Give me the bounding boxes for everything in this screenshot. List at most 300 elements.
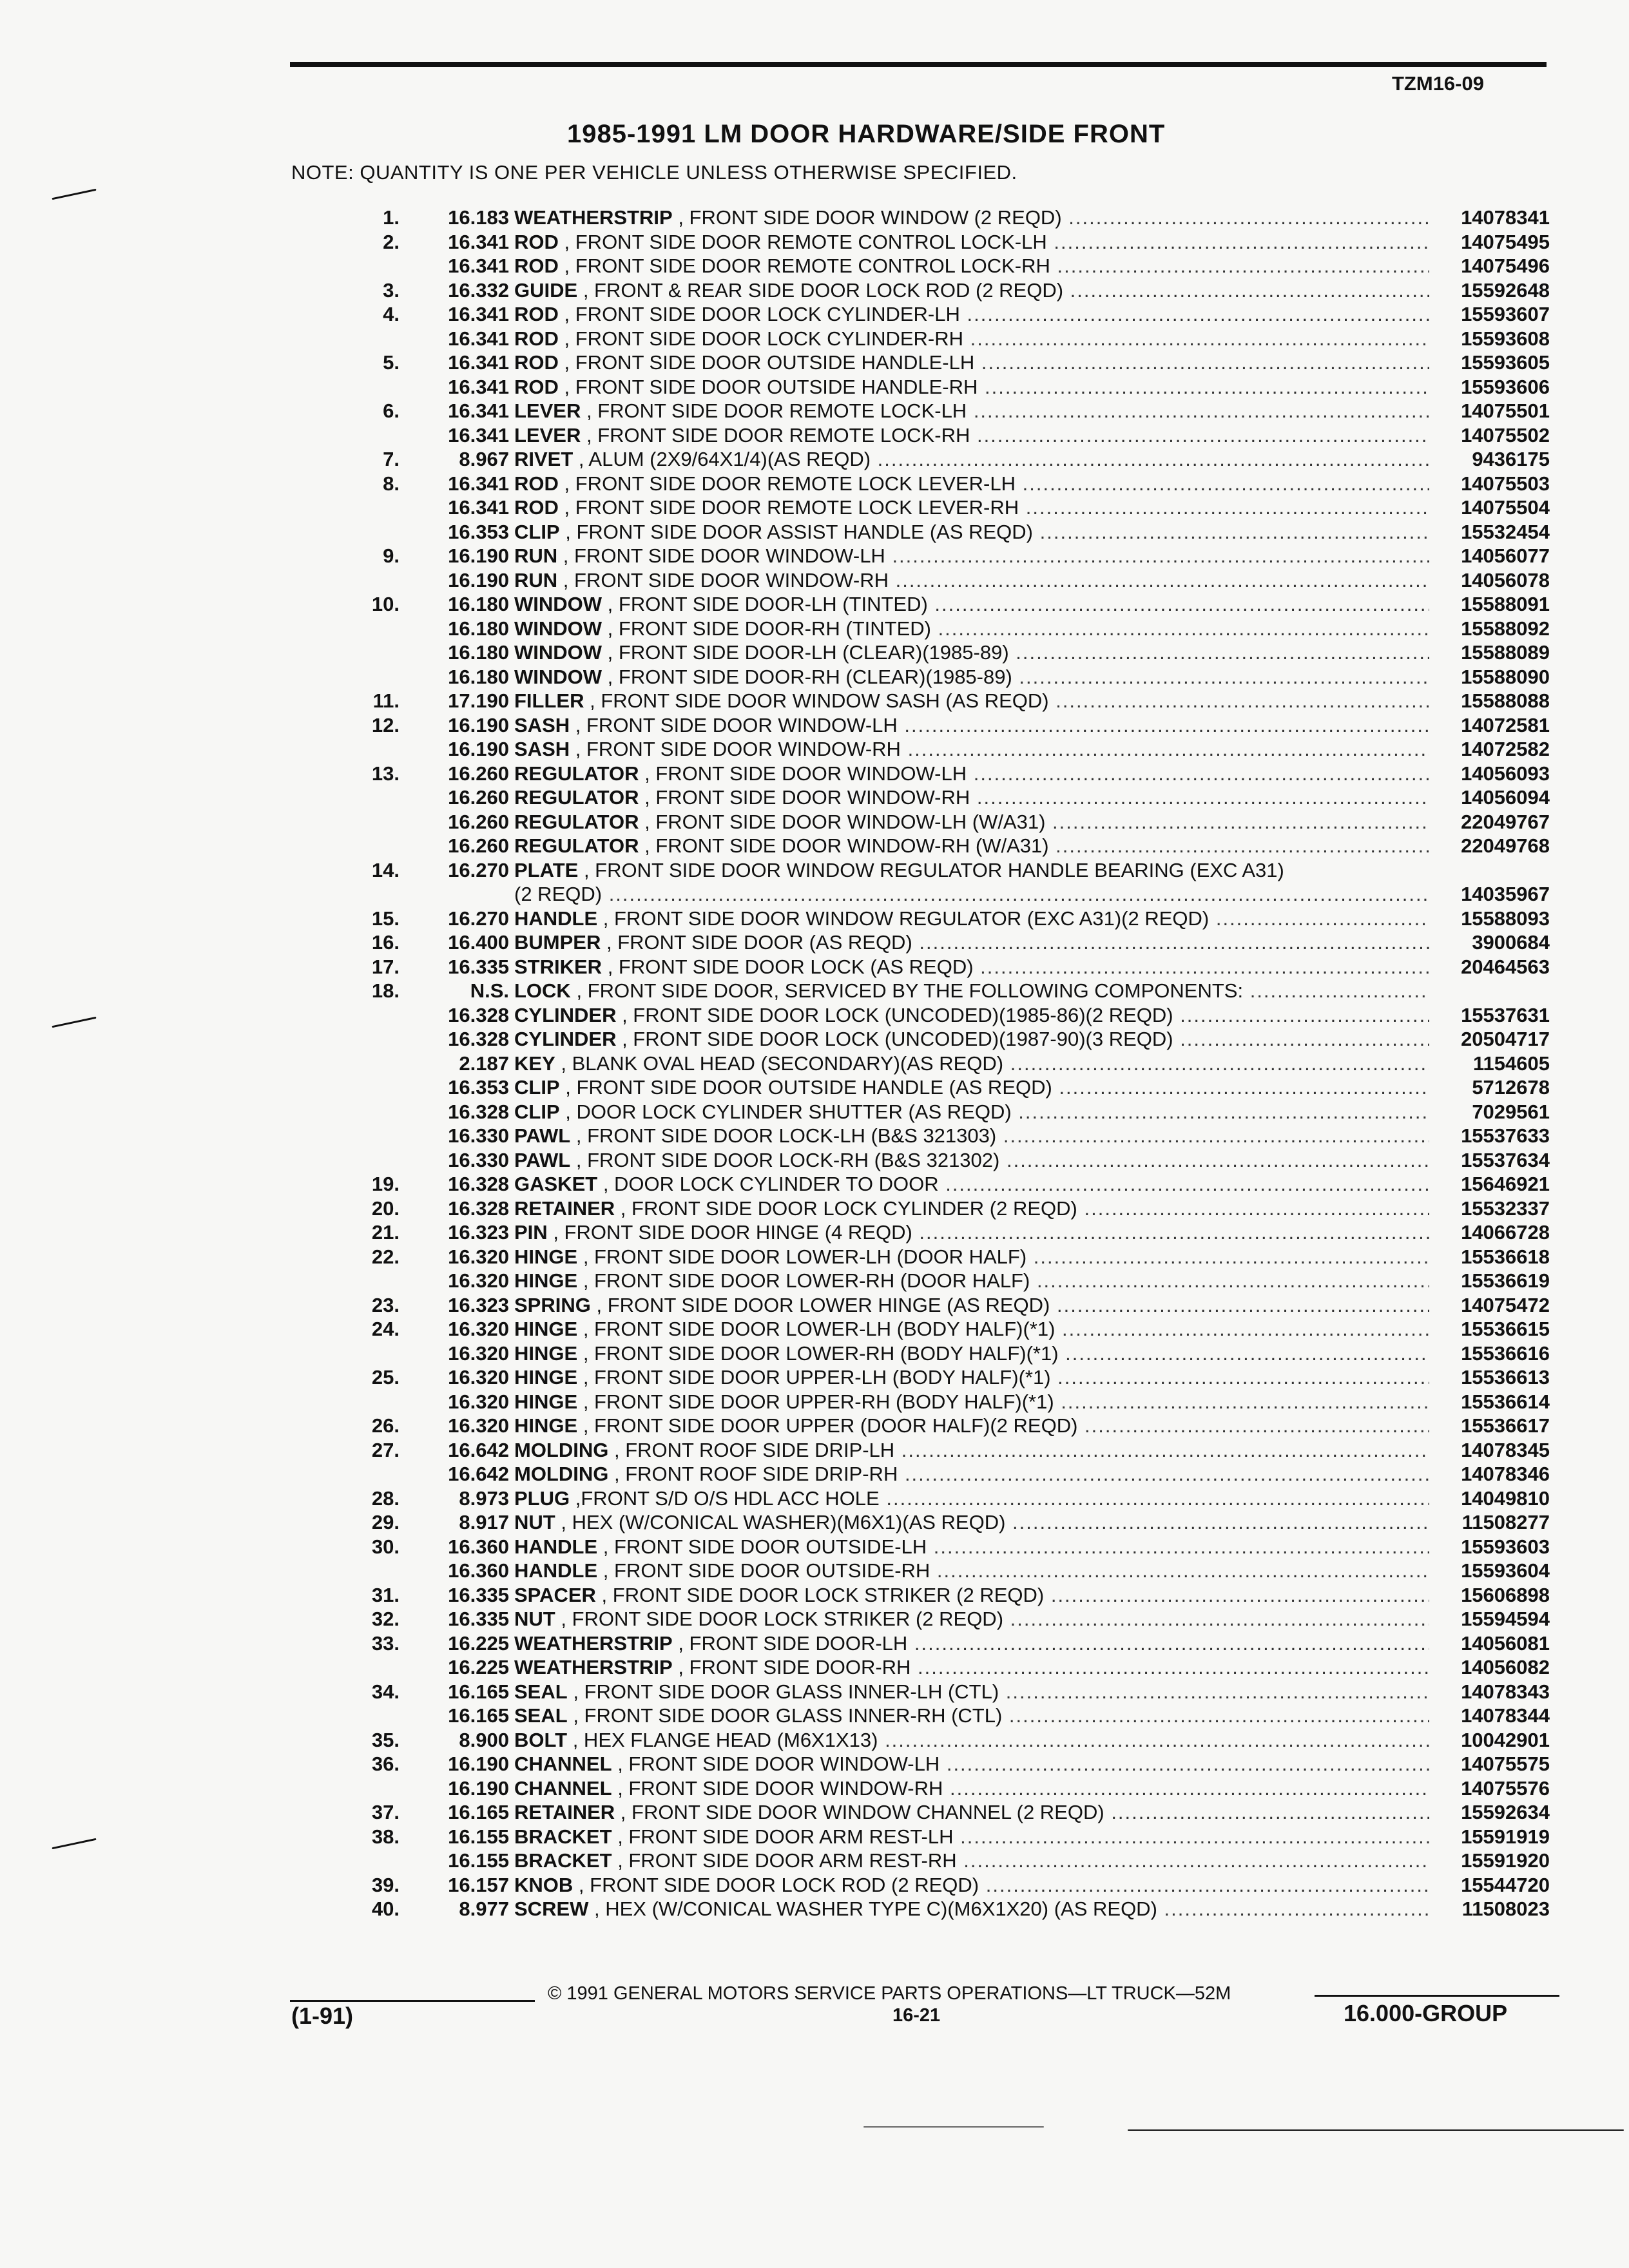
item-number: 21.: [371, 1221, 400, 1244]
part-name: HINGE: [514, 1390, 578, 1413]
part-number: 15588092: [1431, 617, 1550, 640]
part-row: [348, 1221, 1572, 1244]
part-row: [348, 1680, 1572, 1704]
group-number: 16.190: [448, 738, 509, 760]
part-number: 15532337: [1431, 1197, 1550, 1220]
part-description: [514, 1221, 1429, 1244]
part-row: [348, 1656, 1572, 1679]
part-detail: , FRONT SIDE DOOR LOWER-LH (BODY HALF)(*1): [583, 1318, 1055, 1340]
part-number: 14078345: [1431, 1439, 1550, 1462]
part-row: [348, 834, 1572, 858]
part-description: [514, 1390, 1429, 1414]
part-number: 15588090: [1431, 666, 1550, 689]
group-number: 16.320: [448, 1269, 509, 1292]
part-number: 14078346: [1431, 1463, 1550, 1486]
part-detail: , FRONT SIDE DOOR UPPER-RH (BODY HALF)(*1): [583, 1390, 1054, 1413]
part-name: ROD: [514, 472, 559, 495]
part-number: 15591919: [1431, 1825, 1550, 1849]
part-name: HANDLE: [514, 907, 598, 930]
part-detail: , FRONT SIDE DOOR LOWER-RH (BODY HALF)(*1): [583, 1342, 1059, 1365]
part-detail: , FRONT SIDE DOOR REMOTE LOCK-RH: [586, 424, 970, 447]
part-description: [514, 1559, 1429, 1582]
part-number: 15592634: [1431, 1801, 1550, 1824]
part-number: 15536619: [1431, 1269, 1550, 1293]
part-number: 15593606: [1431, 376, 1550, 399]
item-number: 30.: [371, 1535, 400, 1558]
part-number: 22049767: [1431, 811, 1550, 834]
part-number: 14075472: [1431, 1294, 1550, 1317]
group-number: 16.180: [448, 666, 509, 688]
item-number: 24.: [371, 1318, 400, 1340]
part-row: [348, 907, 1572, 930]
part-detail: , FRONT SIDE DOOR-LH (TINTED): [607, 593, 928, 615]
part-name: PIN: [514, 1221, 548, 1244]
part-row: [348, 399, 1572, 423]
group-number: 16.320: [448, 1342, 509, 1365]
group-number: 16.328: [448, 1197, 509, 1220]
part-name: HINGE: [514, 1245, 578, 1268]
part-name: BRACKET: [514, 1849, 612, 1872]
part-description: [514, 786, 1429, 809]
item-number: 33.: [371, 1632, 400, 1655]
part-number: 15594594: [1431, 1608, 1550, 1631]
part-detail: , FRONT SIDE DOOR WINDOW REGULATOR (EXC A31)(2 REQD): [602, 907, 1210, 930]
part-number: 14072582: [1431, 738, 1550, 761]
part-number: 14075503: [1431, 472, 1550, 495]
item-number: 25.: [371, 1366, 400, 1389]
part-number: 15536615: [1431, 1318, 1550, 1341]
item-number: 8.: [383, 472, 400, 495]
part-detail: , FRONT ROOF SIDE DRIP-LH: [614, 1439, 895, 1461]
part-row: [348, 1559, 1572, 1582]
item-number: 40.: [371, 1898, 400, 1920]
group-number: 16.165: [448, 1704, 509, 1727]
part-row: [348, 786, 1572, 809]
part-detail: , FRONT SIDE DOOR ARM REST-RH: [617, 1849, 957, 1872]
part-name: BUMPER: [514, 931, 601, 954]
part-number: 14075501: [1431, 399, 1550, 423]
part-description: [514, 206, 1429, 229]
part-row: [348, 544, 1572, 568]
item-number: 26.: [371, 1414, 400, 1437]
part-description: [514, 1052, 1429, 1075]
part-detail: , FRONT SIDE DOOR LOCK STRIKER (2 REQD): [601, 1584, 1045, 1606]
part-name: HINGE: [514, 1414, 578, 1437]
part-description: [514, 424, 1429, 447]
group-number: 16.165: [448, 1680, 509, 1703]
part-description: [514, 1898, 1429, 1921]
group-number: 16.190: [448, 544, 509, 567]
group-number: 16.260: [448, 834, 509, 857]
part-row: [348, 1874, 1572, 1897]
part-detail: , FRONT ROOF SIDE DRIP-RH: [614, 1463, 898, 1485]
part-name: WINDOW: [514, 666, 602, 688]
part-detail: , FRONT SIDE DOOR-RH (CLEAR)(1985-89): [607, 666, 1012, 688]
part-description: [514, 279, 1429, 302]
part-description: [514, 666, 1429, 689]
part-row: [348, 762, 1572, 785]
part-row: [348, 641, 1572, 664]
part-number: 7029561: [1431, 1100, 1550, 1124]
part-number: 14056082: [1431, 1656, 1550, 1679]
group-number: 16.260: [448, 811, 509, 833]
part-description: [514, 1294, 1429, 1317]
part-description: [514, 255, 1429, 278]
part-description: [514, 1680, 1429, 1704]
part-number: 14056081: [1431, 1632, 1550, 1655]
part-row: [348, 1753, 1572, 1776]
group-number: 16.180: [448, 617, 509, 640]
part-description: [514, 1366, 1429, 1389]
part-number: 11508023: [1431, 1898, 1550, 1921]
part-number: 15536613: [1431, 1366, 1550, 1389]
part-name: REGULATOR: [514, 811, 639, 833]
part-name: REGULATOR: [514, 834, 639, 857]
part-description: [514, 1463, 1429, 1486]
group-number: 16.190: [448, 569, 509, 591]
part-row: [348, 448, 1572, 471]
item-number: 19.: [371, 1173, 400, 1195]
part-name: HANDLE: [514, 1559, 598, 1582]
scan-mark: [52, 1838, 96, 1849]
footer-page-number: 16-21: [892, 2005, 941, 2026]
part-number: 15593603: [1431, 1535, 1550, 1559]
part-number: 15593607: [1431, 303, 1550, 326]
part-name: CHANNEL: [514, 1753, 612, 1775]
part-detail: , FRONT SIDE DOOR REMOTE LOCK-LH: [586, 399, 967, 422]
part-detail: , FRONT SIDE DOOR OUTSIDE-RH: [602, 1559, 930, 1582]
part-detail: , FRONT SIDE DOOR ARM REST-LH: [617, 1825, 954, 1848]
item-number: 22.: [371, 1245, 400, 1268]
part-description: [514, 689, 1429, 713]
part-number: 15536617: [1431, 1414, 1550, 1437]
part-number: 14035967: [1431, 883, 1550, 906]
item-number: 34.: [371, 1680, 400, 1703]
part-detail: , FRONT SIDE DOOR HINGE (4 REQD): [553, 1221, 912, 1244]
item-number: 36.: [371, 1753, 400, 1775]
part-row: [348, 956, 1572, 979]
part-name: WINDOW: [514, 641, 602, 664]
part-name: PAWL: [514, 1149, 571, 1171]
group-number: 16.155: [448, 1849, 509, 1872]
part-name: SASH: [514, 714, 570, 736]
group-number: 8.967: [459, 448, 509, 470]
part-description: [514, 762, 1429, 785]
group-number: 16.341: [448, 472, 509, 495]
group-number: 8.917: [459, 1511, 509, 1533]
part-row: [348, 1898, 1572, 1921]
part-number: 5712678: [1431, 1076, 1550, 1099]
part-number: 14056077: [1431, 544, 1550, 568]
part-name: ROD: [514, 255, 559, 277]
part-row: [348, 811, 1572, 834]
part-number: 15537631: [1431, 1004, 1550, 1027]
part-detail: , FRONT SIDE DOOR-RH (TINTED): [607, 617, 931, 640]
part-detail: , FRONT SIDE DOOR GLASS INNER-LH (CTL): [573, 1680, 999, 1703]
part-detail: , FRONT SIDE DOOR, SERVICED BY THE FOLLOWING COMPONENTS:: [576, 979, 1244, 1002]
group-number: 16.335: [448, 956, 509, 978]
part-description: [514, 931, 1429, 954]
part-description: [514, 738, 1429, 761]
part-detail: , FRONT SIDE DOOR OUTSIDE HANDLE (AS REQD): [565, 1076, 1052, 1099]
part-row: [348, 1777, 1572, 1800]
part-row: [348, 1052, 1572, 1075]
group-number: 16.341: [448, 496, 509, 519]
part-description: [514, 1825, 1429, 1849]
part-row: [348, 1149, 1572, 1172]
part-detail: , FRONT SIDE DOOR WINDOW-RH: [563, 569, 889, 591]
group-number: 16.341: [448, 327, 509, 350]
part-detail: , FRONT SIDE DOOR OUTSIDE HANDLE-RH: [564, 376, 978, 398]
part-name: RETAINER: [514, 1197, 615, 1220]
group-number: 16.341: [448, 424, 509, 447]
group-number: 16.323: [448, 1294, 509, 1316]
part-number: 14049810: [1431, 1487, 1550, 1510]
part-description: [514, 1100, 1429, 1124]
item-number: 20.: [371, 1197, 400, 1220]
part-description: [514, 1197, 1429, 1220]
part-row: [348, 1197, 1572, 1220]
part-row: [348, 1704, 1572, 1727]
part-detail: , FRONT SIDE DOOR GLASS INNER-RH (CTL): [573, 1704, 1003, 1727]
part-row: [348, 521, 1572, 544]
part-row: [348, 714, 1572, 737]
group-number: 8.977: [459, 1898, 509, 1920]
group-number: 2.187: [459, 1052, 509, 1075]
part-name: NUT: [514, 1608, 555, 1630]
part-detail: , FRONT SIDE DOOR LOCK STRIKER (2 REQD): [561, 1608, 1004, 1630]
part-detail: , FRONT SIDE DOOR UPPER (DOOR HALF)(2 REQD): [583, 1414, 1078, 1437]
part-row: [348, 1004, 1572, 1027]
part-name: GASKET: [514, 1173, 598, 1195]
group-number: 16.190: [448, 1753, 509, 1775]
part-detail: , FRONT SIDE DOOR WINDOW-LH (W/A31): [644, 811, 1046, 833]
part-name: FILLER: [514, 689, 584, 712]
part-name: BRACKET: [514, 1825, 612, 1848]
part-name: RUN: [514, 544, 558, 567]
part-detail: , HEX FLANGE HEAD (M6X1X13): [572, 1729, 878, 1751]
part-row: [348, 1390, 1572, 1414]
group-number: 16.180: [448, 593, 509, 615]
part-description: [514, 1004, 1429, 1027]
part-number: 14075495: [1431, 231, 1550, 254]
part-number: 11508277: [1431, 1511, 1550, 1534]
part-name: CYLINDER: [514, 1004, 617, 1026]
footer-copyright: © 1991 GENERAL MOTORS SERVICE PARTS OPERATIONS—LT TRUCK—52M: [548, 1983, 1231, 2004]
item-number: 2.: [383, 231, 400, 253]
part-number: 15592648: [1431, 279, 1550, 302]
part-detail: , HEX (W/CONICAL WASHER)(M6X1)(AS REQD): [561, 1511, 1006, 1533]
part-name: CYLINDER: [514, 1028, 617, 1050]
part-number: 15591920: [1431, 1849, 1550, 1872]
part-number: 15593605: [1431, 351, 1550, 374]
part-number: 15532454: [1431, 521, 1550, 544]
part-description: [514, 303, 1429, 326]
part-row: [348, 1632, 1572, 1655]
item-number: 37.: [371, 1801, 400, 1823]
part-row: [348, 472, 1572, 495]
part-row: [348, 1366, 1572, 1389]
part-row: [348, 1463, 1572, 1486]
group-number: 16.335: [448, 1608, 509, 1630]
group-number: 16.157: [448, 1874, 509, 1896]
group-number: 16.335: [448, 1584, 509, 1606]
part-name: HINGE: [514, 1269, 578, 1292]
part-detail: , FRONT SIDE DOOR WINDOW-LH: [644, 762, 967, 785]
part-name: LEVER: [514, 399, 581, 422]
part-detail: , DOOR LOCK CYLINDER SHUTTER (AS REQD): [565, 1100, 1012, 1123]
group-number: 16.332: [448, 279, 509, 302]
group-number: 16.360: [448, 1559, 509, 1582]
part-row: [348, 738, 1572, 761]
part-name: WINDOW: [514, 593, 602, 615]
scan-mark: [52, 189, 96, 200]
part-name: RUN: [514, 569, 558, 591]
part-row: [348, 1584, 1572, 1607]
part-detail: , FRONT SIDE DOOR OUTSIDE-LH: [602, 1535, 927, 1558]
part-number: 14075502: [1431, 424, 1550, 447]
part-description: [514, 1487, 1429, 1510]
part-detail: , FRONT SIDE DOOR WINDOW-LH: [617, 1753, 940, 1775]
part-number: 20464563: [1431, 956, 1550, 979]
part-row: [348, 1342, 1572, 1365]
part-number: 15588089: [1431, 641, 1550, 664]
part-number: 10042901: [1431, 1729, 1550, 1752]
part-detail: , FRONT SIDE DOOR WINDOW CHANNEL (2 REQD): [620, 1801, 1104, 1823]
part-name: REGULATOR: [514, 786, 639, 809]
item-number: 27.: [371, 1439, 400, 1461]
part-number: 20504717: [1431, 1028, 1550, 1051]
part-name: ROD: [514, 303, 559, 325]
item-number: 14.: [371, 859, 400, 881]
group-number: 16.328: [448, 1004, 509, 1026]
part-description: [514, 1028, 1429, 1051]
group-number: 16.260: [448, 762, 509, 785]
item-number: 3.: [383, 279, 400, 302]
part-number: 14075576: [1431, 1777, 1550, 1800]
part-name: CLIP: [514, 521, 560, 543]
part-row: [348, 859, 1572, 882]
item-number: 11.: [372, 689, 400, 712]
group-number: 16.341: [448, 255, 509, 277]
part-detail: , FRONT SIDE DOOR WINDOW SASH (AS REQD): [590, 689, 1049, 712]
part-detail: , HEX (W/CONICAL WASHER TYPE C)(M6X1X20) (AS REQD): [594, 1898, 1157, 1920]
part-description: [514, 907, 1429, 930]
part-row: [348, 1414, 1572, 1437]
group-number: N.S.: [470, 979, 509, 1002]
group-number: 16.330: [448, 1149, 509, 1171]
part-description: [514, 1318, 1429, 1341]
part-row: [348, 1245, 1572, 1269]
part-name: PLATE: [514, 859, 579, 881]
group-number: 16.328: [448, 1100, 509, 1123]
part-name: HINGE: [514, 1366, 578, 1389]
part-number: 15588093: [1431, 907, 1550, 930]
part-detail: , BLANK OVAL HEAD (SECONDARY)(AS REQD): [561, 1052, 1004, 1075]
part-name: WEATHERSTRIP: [514, 1656, 673, 1678]
scan-mark: [52, 1017, 96, 1028]
part-row: [348, 1076, 1572, 1099]
quantity-note: NOTE: QUANTITY IS ONE PER VEHICLE UNLESS OTHERWISE SPECIFIED.: [291, 161, 1017, 184]
part-row: [348, 1318, 1572, 1341]
part-number: 15588091: [1431, 593, 1550, 616]
part-row: [348, 1849, 1572, 1872]
part-number: 14078343: [1431, 1680, 1550, 1704]
item-number: 29.: [371, 1511, 400, 1533]
part-name: HANDLE: [514, 1535, 598, 1558]
item-number: 10.: [371, 593, 400, 615]
part-row: [348, 666, 1572, 689]
part-row: [348, 255, 1572, 278]
part-description: [514, 521, 1429, 544]
group-number: 16.190: [448, 714, 509, 736]
part-detail: , FRONT SIDE DOOR LOCK CYLINDER-LH: [564, 303, 960, 325]
item-number: 16.: [371, 931, 400, 954]
part-description: [514, 1342, 1429, 1365]
part-row: [348, 327, 1572, 351]
item-number: 35.: [371, 1729, 400, 1751]
part-description: [514, 617, 1429, 640]
part-name: WEATHERSTRIP: [514, 1632, 673, 1655]
part-description: [514, 399, 1429, 423]
part-description: [514, 811, 1429, 834]
part-detail: , FRONT SIDE DOOR WINDOW-RH: [575, 738, 901, 760]
part-row: [348, 1535, 1572, 1559]
part-name: LOCK: [514, 979, 571, 1002]
part-row: [348, 1801, 1572, 1824]
item-number: 6.: [383, 399, 400, 422]
part-description: [514, 834, 1429, 858]
item-number: 5.: [383, 351, 400, 374]
group-number: 16.320: [448, 1366, 509, 1389]
group-number: 16.341: [448, 399, 509, 422]
part-number: 15646921: [1431, 1173, 1550, 1196]
catalog-code: TZM16-09: [1392, 72, 1484, 95]
part-detail: , FRONT SIDE DOOR LOCK (UNCODED)(1987-90)(3 REQD): [622, 1028, 1173, 1050]
part-description: [514, 1149, 1429, 1172]
part-number: 14078341: [1431, 206, 1550, 229]
part-name: SEAL: [514, 1704, 568, 1727]
footer-rule-left: [290, 2000, 535, 2002]
part-name: CHANNEL: [514, 1777, 612, 1800]
part-description: [514, 1777, 1429, 1800]
part-row: [348, 617, 1572, 640]
part-detail: , FRONT SIDE DOOR ASSIST HANDLE (AS REQD): [565, 521, 1034, 543]
part-number: 14056093: [1431, 762, 1550, 785]
part-description: [514, 1801, 1429, 1824]
part-name: KNOB: [514, 1874, 574, 1896]
part-row: [348, 1028, 1572, 1051]
part-description: [514, 327, 1429, 351]
part-name: REGULATOR: [514, 762, 639, 785]
part-description: [514, 351, 1429, 374]
part-detail: , DOOR LOCK CYLINDER TO DOOR: [602, 1173, 939, 1195]
part-detail: , FRONT SIDE DOOR-LH: [678, 1632, 908, 1655]
part-row: [348, 883, 1572, 906]
part-number: 14056078: [1431, 569, 1550, 592]
part-description: [514, 496, 1429, 519]
group-number: 8.973: [459, 1487, 509, 1510]
part-row: [348, 376, 1572, 399]
part-description: [514, 859, 1429, 882]
item-number: 28.: [371, 1487, 400, 1510]
part-detail: , FRONT SIDE DOOR REMOTE LOCK LEVER-RH: [564, 496, 1019, 519]
part-name: ROD: [514, 351, 559, 374]
part-name: ROD: [514, 496, 559, 519]
part-row: [348, 1124, 1572, 1148]
group-number: 16.270: [448, 907, 509, 930]
part-description: [514, 231, 1429, 254]
